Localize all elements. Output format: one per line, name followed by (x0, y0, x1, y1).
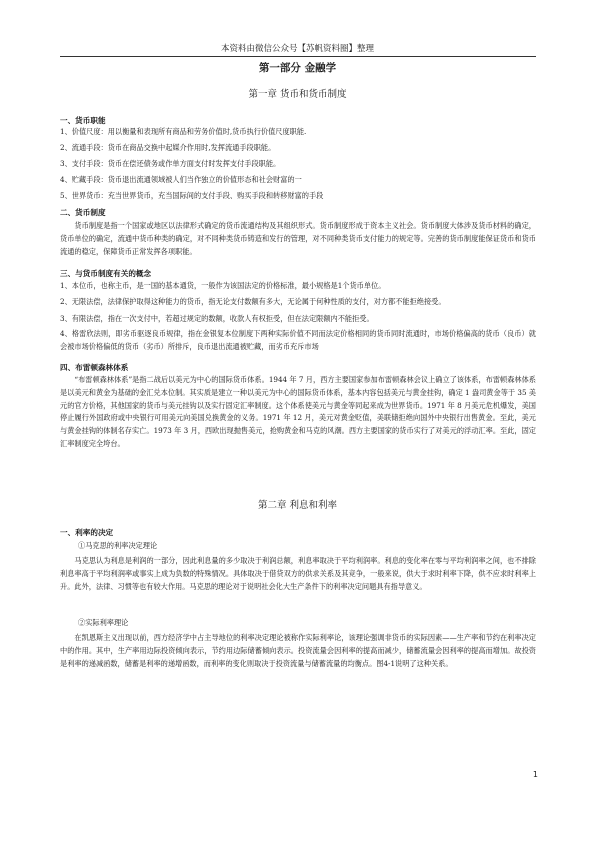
list-item: 5、世界货币：充当世界货币，充当国际间的支付手段、购买手段和转移财富的手段 (60, 191, 324, 200)
header-divider (60, 56, 536, 57)
chapter-1-title: 第一章 货币和货币制度 (248, 89, 347, 100)
list-item: 3、有限法偿，指在一次支付中，若超过规定的数额，收款人有权拒受，但在法定限额内不能拒受。 (60, 314, 374, 323)
subheading: ②实际利率理论 (78, 618, 129, 627)
paragraph: 在凯恩斯主义出现以前，西方经济学中占主导地位的利率决定理论被称作实际利率论，该理论强调非货币的实际因素——生产率和节约在利率决定中的作用。其中，生产率用边际投资倾向表示，节约用边际储蓄倾向表示。投资流量会因利率的提高而减少，储蓄流量会因利率的提高而增加。故投资是利率的递减函数，储蓄是利率的递增函数，而利率的变化则取决于投资流量与储蓄流量的均衡点。图4-1说明了这种关系。 (60, 633, 536, 668)
section-heading: 四、布雷顿森林体系 (60, 363, 129, 372)
paragraph: 马克思认为利息是利润的一部分，因此利息量的多少取决于利润总额，利息率取决于平均利润率。利息的变化率在零与平均利润率之间，也不排除利息率高于平均利润率或事实上成为负数的特殊情况。具体取决于借贷双方的供求关系及其竞争，一般来说，供大于求时利率下降，供不应求时利率上升。此外，法律、习惯等也有较大作用。马克思的理论对于说明社会化大生产条件下的利率决定问题具有指导意义。 (60, 556, 536, 591)
list-item: 1、价值尺度：用以衡量和表现所有商品和劳务价值时,货币执行价值尺度职能. (60, 127, 307, 136)
list-item: 2、流通手段：货币在商品交换中起媒介作用时,发挥流通手段职能。 (60, 143, 276, 152)
chapter-2-title: 第二章 利息和利率 (257, 500, 338, 511)
page-header: 本资料由微信公众号【苏帆资料圈】整理 (220, 44, 374, 54)
list-item: 3、支付手段：货币在偿还债务或作单方面支付时发挥支付手段职能。 (60, 159, 281, 168)
section-heading: 二、货币制度 (60, 208, 106, 217)
list-item: 1、本位币，也称主币，是一国的基本通货，一般作为该国法定的价格标准，最小规格是1个货币单位。 (60, 281, 386, 290)
list-item: 2、无限法偿，法律保护取得这种能力的货币，指无论支付数额有多大，无论属于何种性质的支付，对方都不能拒绝接受。 (60, 297, 446, 306)
page-number: 1 (532, 770, 538, 779)
list-item: 4、贮藏手段：货币退出流通领域被人们当作独立的价值形态和社会财富的一 (60, 175, 302, 184)
part-title: 第一部分 金融学 (258, 62, 337, 74)
subheading: ①马克思的利率决定理论 (78, 541, 158, 550)
section-heading: 一、货币职能 (60, 116, 106, 125)
section-heading: 三、与货币制度有关的概念 (60, 269, 152, 278)
paragraph: “布雷顿森林体系”是指二战后以美元为中心的国际货币体系。1944 年 7 月，西方主要国家参加布雷顿森林会议上确立了该体系，布雷顿森林体系是以美元和黄金为基础的金汇兑本位制。其实质是建立一种以美元为中心的国际货币体系，基本内容包括美元与黄金挂钩，确定 1 盎司黄金等于 35 美元的官方价格，其他国家的货币与美元挂钩以及实行固定汇率制度。这个体系使美元与黄金等同起来成为世界货币。1971 年 8 月美元危机爆发，美国停止履行外国政府或中央银行可用美元向美国兑换黄金的义务。1971 年 12 月，美元对黄金贬值，美联储拒绝向国外中央银行出售黄金。至此，美元与黄金挂钩的体制名存实亡。1973 年 3 月，西欧出现抛售美元，抢购黄金和马克的风潮。西方主要国家的货币实行了对美元的浮动汇率。至此，固定汇率制度完全垮台。 (60, 375, 536, 448)
paragraph: 货币制度是指一个国家或地区以法律形式确定的货币流通结构及其组织形式。货币制度形成于资本主义社会。货币制度大体涉及货币材料的确定，货币单位的确定，流通中货币种类的确定，对不同种类货币铸造和发行的管理，对不同种类货币支付能力的规定等。完善的货币制度能保证货币和货币流通的稳定，保障货币正常发挥各项职能。 (60, 221, 536, 256)
list-item: 4、格雷欣法则，即劣币驱逐良币规律，指在金银复本位制度下两种实际价值不同而法定价格相同的货币同时流通时，市场价格偏高的货币（良币）就会被市场价格偏低的货币（劣币）所排斥，良币退出流通被贮藏，而劣币充斥市场 (60, 329, 536, 351)
section-heading: 一、利率的决定 (60, 528, 114, 537)
